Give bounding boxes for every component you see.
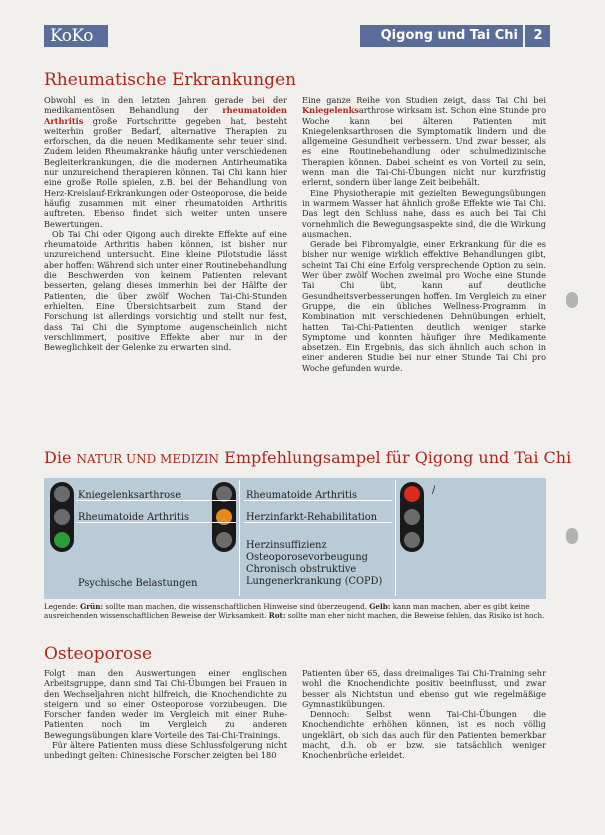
text: sollte man eher nicht machen, die Beweise fehlen, das Risiko ist hoch. <box>285 611 545 621</box>
highlight-term: Kniegelenks <box>302 105 359 116</box>
legend-label: Gelb: <box>369 602 391 611</box>
osteo-column-left <box>44 668 287 761</box>
text: Obwohl es in den letzten Jahren gerade bei der medikamentösen Behandlung der <box>44 95 287 116</box>
highlight-term: rheumatoiden Arthritis <box>44 105 287 126</box>
text: große Fortschritte gegeben hat, besteht weiterhin großer Bedarf, alternative Therapien zu erforschen, da die neuen Medikamente sehr teuer sind. Zudem leiden Rheumakranke häufig unter verschiedenen Begleiterkrankungen, die die modernen Antirheumatika nur unzureichend therapieren können. Tai Chi kann hier eine große Rolle spielen, z.B. bei der Behandlung von Herz-Kreislauf-Erkrankungen oder Osteoporose, die beide häufig zusammen mit einer rheumatoiden Arthritis auftreten. Ebenso findet sich weiter unten unsere Bewertungen. <box>44 115 287 229</box>
red-light-icon <box>404 486 420 502</box>
paragraph <box>44 95 287 229</box>
binder-hole-icon <box>566 528 578 544</box>
text: sollte man machen, die wissenschaftlichen Hinweise sind überzeugend. <box>103 602 370 611</box>
text: Die <box>44 448 77 467</box>
ampel-legend <box>44 602 546 620</box>
page-header <box>0 0 605 50</box>
red-list: / <box>432 485 436 496</box>
paragraph: Patienten über 65, dass dreimaliges Tai Chi-Training sehr wohl die Knochendichte positiv beeinflusst, und zwar besser als Nichtstun und ebenso gut wie regelmäßige Gymnastikübungen. <box>302 668 546 709</box>
text: Legende: <box>44 602 81 611</box>
light-off-icon <box>54 486 70 502</box>
osteo-heading: Osteoporose <box>44 644 153 664</box>
green-list-left: Kniegelenksarthrose Rheumatoide Arthritis Psychische Belastungen <box>78 490 198 589</box>
green-list-right: Herzinsuffizienz Osteoporosevorbeugung Chronisch obstruktive Lungenerkrankung (COPD) <box>246 540 383 587</box>
paragraph: Ob Tai Chi oder Qigong auch direkte Effekte auf eine rheumatoide Arthritis haben können, ist bisher nur unzureichend untersucht. Eine kleine Pilotstudie lässt aber hoffen: Während sich unter einer Routinebehandlung die Beschwerden von keinem Patienten relevant besserten, gelang dieses immerhin bei der Hälfte der Patienten, die über zwölf Wochen Tai-Chi-Stunden erhielten. Eine Übersichtsarbeit zum Stand der Forschung ist allerdings vorsichtig und stellt nur fest, dass Tai Chi die Symptome augenscheinlich nicht verschlimmert, positive Effekte aber nur in der Beweglichkeit der Gelenke zu erwarten sind. <box>44 228 287 353</box>
text: NATUR <box>76 452 123 466</box>
yellow-list: Rheumatoide Arthritis Herzinfarkt-Rehabilitation <box>246 490 378 523</box>
rheuma-heading: Rheumatische Erkrankungen <box>44 70 297 90</box>
rheuma-column-right <box>302 95 546 373</box>
text: kann man machen, aber es gibt keine ausreichenden wissenschaftlichen Beweise der Wirksamkeit. <box>44 602 530 621</box>
traffic-light-green <box>50 482 74 552</box>
traffic-light-red <box>400 482 424 552</box>
paragraph: Für ältere Patienten muss diese Schlussfolgerung nicht unbedingt gelten: Chinesische Forscher zeigten bei 180 <box>44 740 287 761</box>
osteo-column-right <box>302 668 546 761</box>
legend-label: Rot: <box>268 611 286 621</box>
text: MEDIZIN <box>160 452 220 466</box>
light-off-icon <box>54 509 70 525</box>
paragraph: Dennoch: Selbst wenn Tai-Chi-Übungen die Knochendichte erhöhen können, ist es noch völlig ungeklärt, ob sich das auch für den Patienten bemerkbar macht, d.h. ob er bzw. sie tatsächlich weniger Knochenbrüche erleidet. <box>302 709 546 761</box>
ampel-title <box>44 448 571 469</box>
paragraph: Folgt man den Auswertungen einer englischen Arbeitsgruppe, dann sind Tai Chi-Übungen bei Frauen in den Wechseljahren nicht hilfreich, die Knochendichte zu steigern und so einer Osteoporose vorzubeugen. Die Forscher fanden weder im Vergleich mit einer Ruhe-Patienten noch im Vergleich zu anderen Bewegungsübungen klare Vorteile des Tai-Chi-Trainings. <box>44 668 287 740</box>
rheuma-column-left <box>44 95 287 352</box>
logo: KoKo <box>50 26 93 46</box>
green-light-icon <box>54 532 70 548</box>
page-number: 2 <box>533 28 543 43</box>
legend-label: Grün: <box>80 602 104 611</box>
divider <box>395 480 396 596</box>
paragraph: Eine Physiotherapie mit gezielten Bewegungsübungen in warmem Wasser hat ähnlich große Effekte wie Tai Chi. Das legt den Schluss nahe, dass es auch bei Tai Chi vornehmlich die Bewegungsaspekte sind, die die Wirkung ausmachen. <box>302 187 546 239</box>
text: Empfehlungsampel für Qigong und Tai Chi <box>219 448 572 467</box>
page-number-divider <box>523 25 525 47</box>
paragraph <box>302 95 546 188</box>
light-off-icon <box>404 509 420 525</box>
text: UND <box>122 452 161 466</box>
binder-hole-icon <box>566 292 578 308</box>
divider <box>239 480 240 596</box>
text: arthrose wirksam ist. Schon eine Stunde pro Woche kann bei älteren Patienten mit Kniegelenksarthrosen die Symptomatik lindern und die allgemeine Gesundheit verbessern. Und zwar besser, als es eine Routinebehandlung oder schulmedizinische Therapien können. Dabei scheint es von Vorteil zu sein, wenn man die Tai-Chi-Übungen nicht nur kurzfristig erlernt, sondern über lange Zeit beibehält. <box>302 105 546 188</box>
light-off-icon <box>404 532 420 548</box>
paragraph: Gerade bei Fibromyalgie, einer Erkrankung für die es bisher nur wenige wirklich effektive Behandlungen gibt, scheint Tai Chi eine Erfolg versprechende Option zu sein. Wer über zwölf Wochen zweimal pro Woche eine Stunde Tai Chi übt, kann auf deutliche Gesundheitsverbesserungen hoffen. Im Vergleich zu einer Gruppe, die ein übliches Wellness-Programm in Kombination mit verschiedenen Dehnübungen erhielt, hatten Tai-Chi-Patienten deutlich weniger starke Symptome und konnten häufiger ihre Medikamente absetzen. Ein Ergebnis, das sich ähnlich auch schon in einer anderen Studie bei nur einer Stunde Tai Chi pro Woche gefunden wurde. <box>302 239 546 373</box>
text: Eine ganze Reihe von Studien zeigt, dass Tai Chi bei <box>302 95 546 105</box>
section-title: Qigong und Tai Chi <box>380 28 518 43</box>
